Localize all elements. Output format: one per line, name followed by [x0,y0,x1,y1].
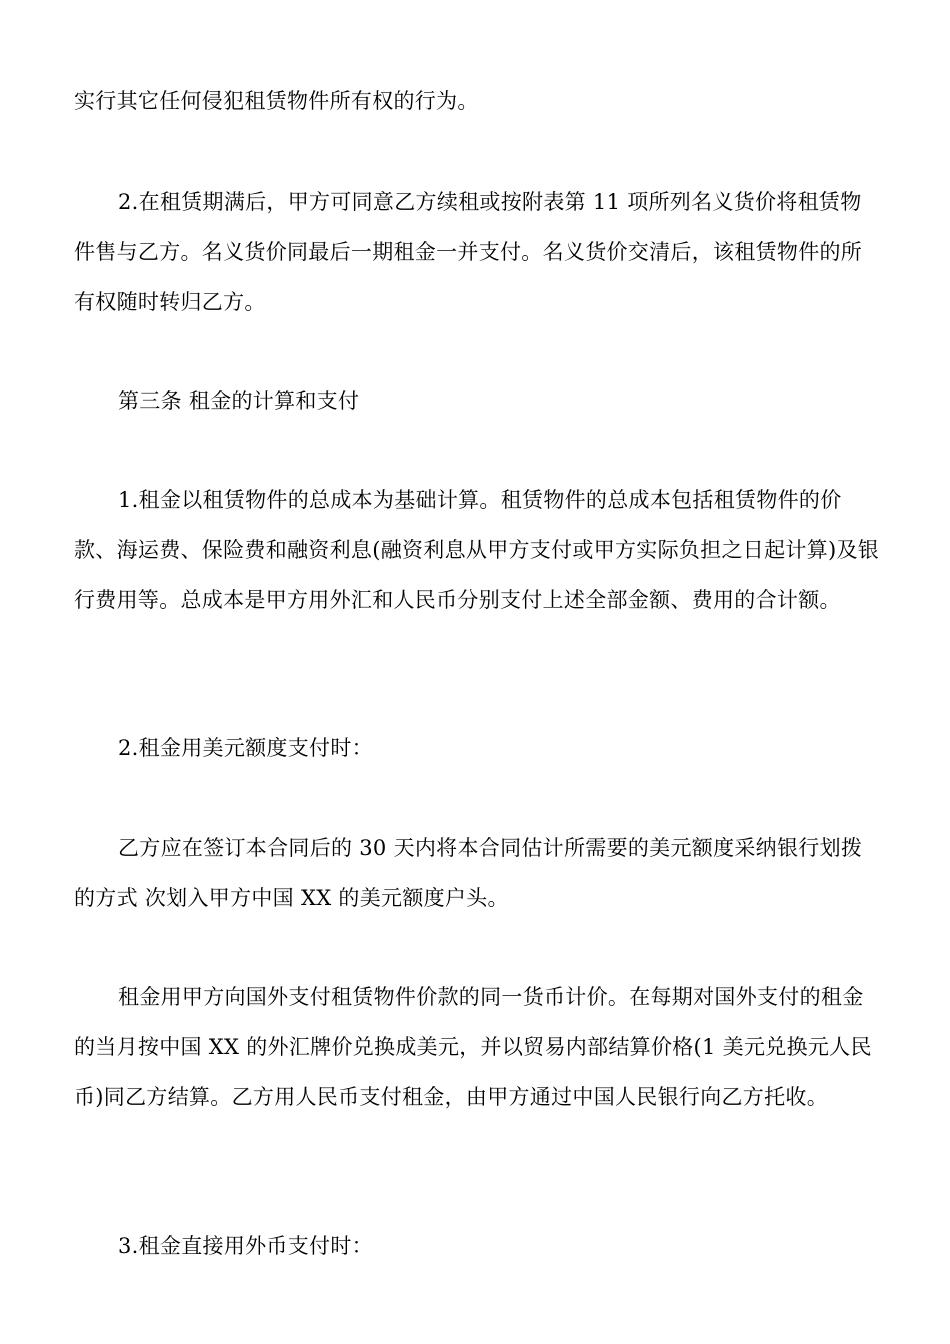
paragraph-rent-calculation: 1.租金以租赁物件的总成本为基础计算。租赁物件的总成本包括租赁物件的价款、海运费、保险费和融资利息(融资利息从甲方支付或甲方实际负担之日起计算)及银行费用等。总成本是甲方用外汇和人民币分别支付上述全部金额、费用的合计额。 [74,488,880,612]
paragraph-ownership-end: 实行其它任何侵犯租赁物件所有权的行为。 [74,89,479,113]
paragraph-usd-quota-transfer: 乙方应在签订本合同后的 30 天内将本合同估计所需要的美元额度采纳银行划拨的方式 次划入甲方中国 XX 的美元额度户头。 [74,836,863,910]
paragraph-lease-expiry: 2.在租赁期满后，甲方可同意乙方续租或按附表第 11 项所列名义货价将租赁物件售与乙方。名义货价同最后一期租金一并支付。名义货价交清后，该租赁物件的所有权随时转归乙方。 [74,190,863,314]
paragraph-foreign-currency-heading: 3.租金直接用外币支付时： [118,1234,373,1258]
paragraph-usd-quota-heading: 2.租金用美元额度支付时： [118,736,373,760]
article-three-heading: 第三条 租金的计算和支付 [118,389,360,413]
paragraph-rent-currency: 租金用甲方向国外支付租赁物件价款的同一货币计价。在每期对国外支付的租金的当月按中国 XX 的外汇牌价兑换成美元，并以贸易内部结算价格(1 美元兑换元人民币)同乙方结算。乙方用人民币支付租金，由甲方通过中国人民银行向乙方托收。 [74,985,872,1109]
